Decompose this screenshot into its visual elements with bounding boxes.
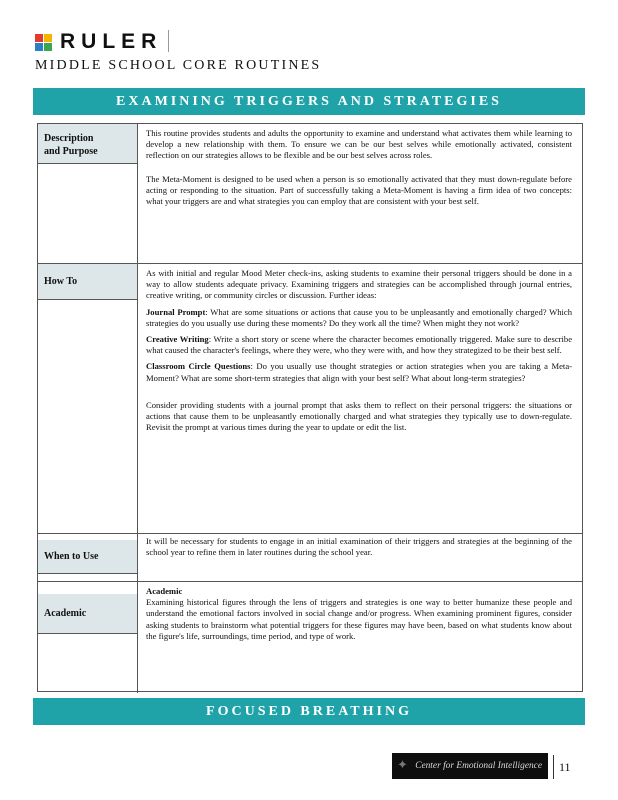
circle-questions-title: Classroom Circle Questions xyxy=(146,361,251,372)
label-line-2 xyxy=(44,145,131,158)
routine-table xyxy=(37,123,583,692)
circle-questions xyxy=(146,361,572,383)
description-paragraph-2: The Meta-Moment is designed to be used when a person is so emotionally activated that they must down-regulate before acting or responding to the situation. Part of successfully taking a Meta-Moment is having a firm idea of two concepts: what your triggers are and what strategies you can employ that are consistent with your best self. xyxy=(146,173,572,207)
journal-prompt xyxy=(146,307,572,329)
journal-prompt-text: : What are some situations or actions that cause you to be unpleasantly and emotionally charged? Which strategies do you usually use during these moments? Do they work all the time? When might they not work? xyxy=(146,306,572,328)
row-how-to xyxy=(38,264,582,534)
academic-heading-text: Academic xyxy=(146,586,183,596)
logo-square-yellow xyxy=(44,34,52,42)
academic-heading xyxy=(146,586,572,597)
footer-divider xyxy=(553,755,554,779)
creative-writing-text: : Write a short story or scene where the character becomes emotionally triggered. Make sure to describe what caused the character's feelings, where they were, who they were with, and how they strategized to be their best self. xyxy=(146,334,573,356)
logo-square-green xyxy=(44,43,52,51)
next-section-banner: FOCUSED BREATHING xyxy=(33,698,585,725)
logo-divider xyxy=(168,30,169,52)
row-content xyxy=(146,536,572,558)
how-to-intro: As with initial and regular Mood Meter check-ins, asking students to examine their personal triggers should be done in a way to allow students adequate privacy. Examining triggers and strategies can be accomplished through journal entries, creative writing, or community circles or discussion. Further ideas: xyxy=(146,268,572,301)
circle-questions-text: : Do you usually use thought strategies or action strategies when you are taking a Meta-Moment? What are some short-term strategies that align with your best self? What about long-term strategies? xyxy=(146,361,572,383)
label-line-1: Description xyxy=(44,133,94,144)
academic-text: Examining historical figures through the lens of triggers and strategies is one way to better humanize these people and understand the emotional factors involved in social change and/or progress. When examining prominent figures, consider asking students to brainstorm what potential triggers for these figures may have been, based on what students know about the figure's life, surroundings, time period, and type of work. xyxy=(146,597,572,641)
row-academic xyxy=(38,582,582,693)
logo-square-blue xyxy=(35,43,43,51)
ruler-logo xyxy=(35,30,163,53)
page-number: 11 xyxy=(559,760,571,774)
description-paragraph-1: This routine provides students and adults the opportunity to examine and understand what activates them while learning to develop a new relationship with them. To ensure we can be our best selves while emotionally activated, consistent reflection on our strategies allows to be flexible and be our best selves across roles. xyxy=(146,128,572,161)
creative-writing xyxy=(146,334,572,356)
label-cell xyxy=(38,534,138,581)
footer-org-box xyxy=(392,753,548,779)
when-to-use-text: It will be necessary for students to engage in an initial examination of their triggers and strategies at the beginning of the school year to refine them in later routines during the school year. xyxy=(146,536,572,558)
yale-mark-icon: ✦ xyxy=(397,757,408,772)
row-when-to-use xyxy=(38,534,582,582)
section-title-banner: EXAMINING TRIGGERS AND STRATEGIES xyxy=(33,88,585,115)
page-subtitle: MIDDLE SCHOOL CORE ROUTINES xyxy=(35,58,322,73)
creative-writing-title: Creative Writing xyxy=(146,334,209,345)
row-label xyxy=(38,124,137,164)
row-label: How To xyxy=(38,264,137,300)
how-to-closing: Consider providing students with a journal prompt that asks them to reflect on their personal triggers: the situations or actions that cause them to be unpleasantly emotionally charged and what strategies they typically use to down-regulate. Revisit the prompt at various times during the year to update or edit the list. xyxy=(146,399,572,433)
label-cell xyxy=(38,124,138,263)
row-label: Academic xyxy=(38,594,137,634)
journal-prompt-title: Journal Prompt xyxy=(146,306,206,317)
label-line-2-text: and Purpose xyxy=(44,146,98,157)
row-description xyxy=(38,124,582,264)
row-content xyxy=(146,128,572,207)
logo-squares-icon xyxy=(35,34,52,51)
row-label: When to Use xyxy=(38,540,137,574)
label-cell xyxy=(38,582,138,693)
row-content xyxy=(146,586,572,642)
label-cell xyxy=(38,264,138,533)
logo-square-red xyxy=(35,34,43,42)
row-content xyxy=(146,268,572,433)
footer-org-name: Center for Emotional Intelligence xyxy=(415,761,542,771)
brand-name: RULER xyxy=(60,30,163,53)
